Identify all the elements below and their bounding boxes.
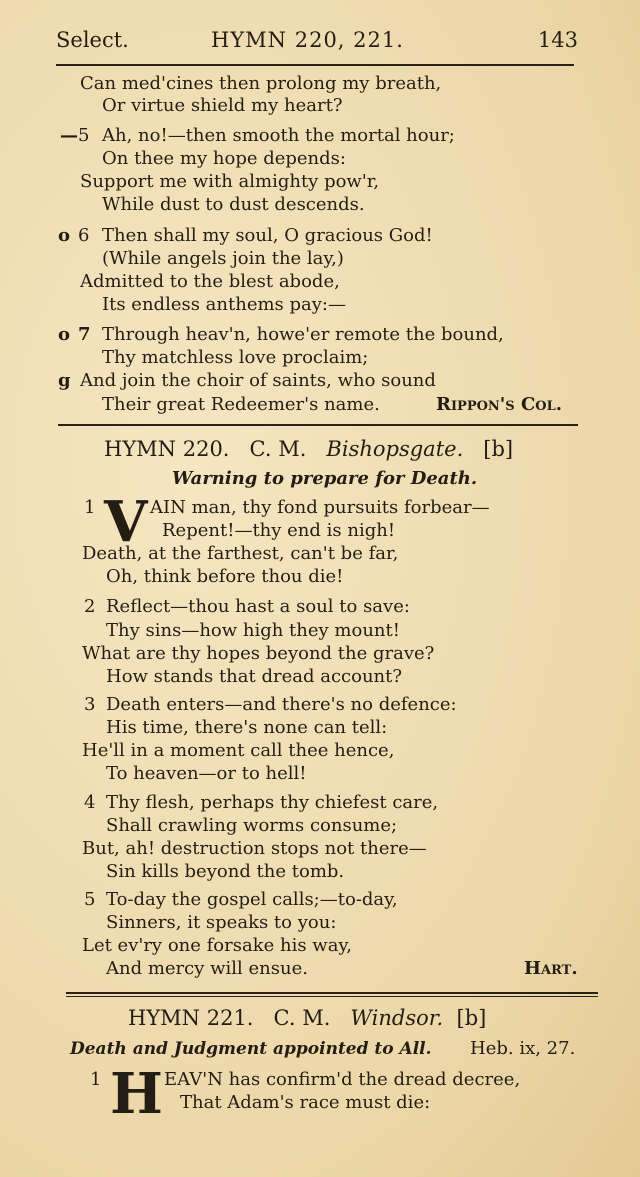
verse-line: Ah, no!—then smooth the mortal hour; xyxy=(102,125,455,146)
verse-line: To-day the gospel calls;—to-day, xyxy=(106,889,398,910)
hymn-meter: C. M. xyxy=(273,1006,331,1030)
section-label: Select. xyxy=(56,28,129,52)
verse-line: Repent!—thy end is nigh! xyxy=(162,520,396,541)
verse-line: On thee my hope depends: xyxy=(102,148,346,169)
verse-line: Then shall my soul, O gracious God! xyxy=(102,225,433,246)
verse-line: To heaven—or to hell! xyxy=(106,763,307,784)
hymn-divider-thin xyxy=(66,996,598,997)
hymn-divider xyxy=(58,424,578,426)
dynamic-mark: o xyxy=(58,324,71,345)
key-mark: [b] xyxy=(483,437,514,461)
dynamic-mark: o xyxy=(58,225,71,246)
verse-line: His time, there's none can tell: xyxy=(106,717,388,738)
hymn-number: HYMN 221. xyxy=(128,1006,254,1030)
dynamic-mark: — xyxy=(60,125,78,146)
verse-line: (While angels join the lay,) xyxy=(102,248,344,269)
author-attribution: Rippon's Col. xyxy=(436,394,563,415)
verse-line: Let ev'ry one forsake his way, xyxy=(82,935,352,956)
verse-line: Through heav'n, howe'er remote the bound, xyxy=(102,324,504,345)
verse-line: That Adam's race must die: xyxy=(180,1092,431,1113)
verse-line: And mercy will ensue. xyxy=(106,958,308,979)
verse-line: Thy matchless love proclaim; xyxy=(102,347,369,368)
hymn-title xyxy=(104,436,513,462)
verse-line: Reflect—thou hast a soul to save: xyxy=(106,596,410,617)
verse-line: Thy sins—how high they mount! xyxy=(106,620,400,641)
verse-number: 7 xyxy=(78,324,91,345)
verse-number: 6 xyxy=(78,225,90,246)
page-number: 143 xyxy=(537,28,578,52)
verse-line: Thy flesh, perhaps thy chiefest care, xyxy=(106,792,439,813)
running-header xyxy=(56,28,578,56)
drop-cap: H xyxy=(110,1061,163,1127)
verse-line: Death enters—and there's no defence: xyxy=(106,694,457,715)
verse-line: How stands that dread account? xyxy=(106,666,403,687)
header-title: HYMN 220, 221. xyxy=(211,28,404,52)
drop-cap: V xyxy=(104,489,148,555)
header-rule xyxy=(56,64,574,66)
author-attribution: Hart. xyxy=(524,958,578,979)
scripture-reference: Heb. ix, 27. xyxy=(470,1038,576,1059)
verse-line: Sin kills beyond the tomb. xyxy=(106,861,345,882)
verse-line: Its endless anthems pay:— xyxy=(102,294,346,315)
hymn-title xyxy=(128,1005,486,1031)
hymn-subtitle: Death and Judgment appointed to All. xyxy=(70,1039,432,1059)
verse-line: Death, at the farthest, can't be far, xyxy=(82,543,399,564)
verse-line: Or virtue shield my heart? xyxy=(102,95,343,116)
verse-line: Oh, think before thou die! xyxy=(106,566,344,587)
verse-number: 5 xyxy=(78,125,90,146)
hymn-number: HYMN 220. xyxy=(104,437,230,461)
hymn-meter: C. M. xyxy=(249,437,307,461)
hymn-subtitle: Warning to prepare for Death. xyxy=(172,468,478,489)
verse-line: EAV'N has confirm'd the dread decree, xyxy=(164,1069,521,1090)
verse-line: Their great Redeemer's name. xyxy=(102,394,380,415)
verse-number: 5 xyxy=(84,889,96,910)
verse-line: He'll in a moment call thee hence, xyxy=(82,740,395,761)
hymn-divider xyxy=(66,992,598,994)
verse-number: 2 xyxy=(84,596,96,617)
verse-line: While dust to dust descends. xyxy=(102,194,365,215)
verse-number: 4 xyxy=(84,792,96,813)
verse-number: 1 xyxy=(90,1069,102,1090)
verse-number: 3 xyxy=(84,694,96,715)
key-mark: [b] xyxy=(456,1006,487,1030)
verse-line: Shall crawling worms consume; xyxy=(106,815,398,836)
verse-line: Admitted to the blest abode, xyxy=(80,271,340,292)
verse-line: Sinners, it speaks to you: xyxy=(106,912,337,933)
verse-number: 1 xyxy=(84,497,96,518)
verse-line: AIN man, thy fond pursuits forbear— xyxy=(150,497,490,518)
verse-line: But, ah! destruction stops not there— xyxy=(82,838,427,859)
dynamic-mark: g xyxy=(58,370,71,391)
verse-line: And join the choir of saints, who sound xyxy=(80,370,436,391)
verse-line: Support me with almighty pow'r, xyxy=(80,171,380,192)
tune-name: Bishopsgate. xyxy=(326,437,464,461)
tune-name: Windsor. xyxy=(350,1006,444,1030)
verse-line: What are thy hopes beyond the grave? xyxy=(82,643,435,664)
verse-line: Can med'cines then prolong my breath, xyxy=(80,73,442,94)
